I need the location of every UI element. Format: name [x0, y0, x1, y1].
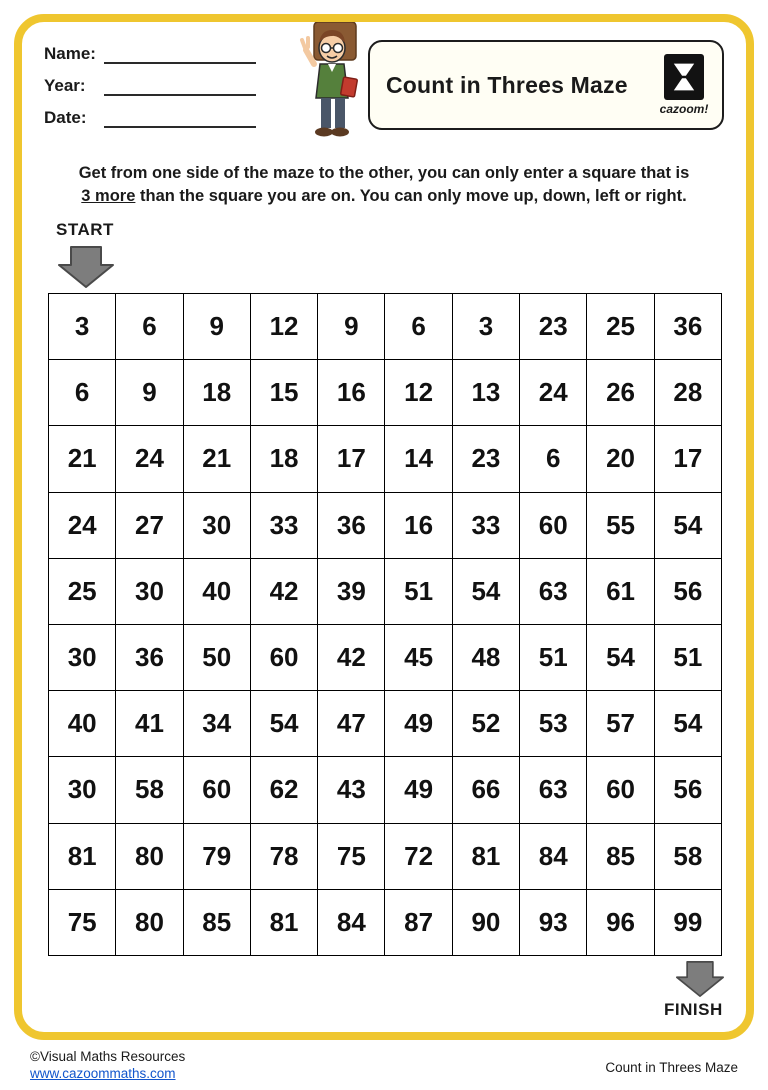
maze-cell: 48 — [452, 624, 519, 690]
page-title: Count in Threes Maze — [386, 71, 628, 98]
maze-cell: 42 — [250, 558, 317, 624]
maze-cell: 16 — [385, 492, 452, 558]
maze-cell: 36 — [318, 492, 385, 558]
maze-cell: 33 — [452, 492, 519, 558]
instructions-line2: than the square you are on. You can only move up, down, left or right. — [135, 187, 687, 205]
maze-cell: 58 — [116, 757, 183, 823]
maze-cell: 51 — [654, 624, 721, 690]
student-info-fields — [44, 44, 256, 140]
year-label: Year: — [44, 76, 86, 95]
maze-cell: 26 — [587, 360, 654, 426]
instructions-underlined: 3 more — [81, 187, 136, 205]
maze-cell: 43 — [318, 757, 385, 823]
maze-cell: 24 — [520, 360, 587, 426]
maze-cell: 84 — [520, 823, 587, 889]
maze-table — [48, 293, 722, 956]
maze-cell: 34 — [183, 691, 250, 757]
maze-cell: 54 — [587, 624, 654, 690]
maze-cell: 47 — [318, 691, 385, 757]
footer-attribution — [30, 1048, 185, 1082]
maze-cell: 60 — [520, 492, 587, 558]
maze-cell: 24 — [49, 492, 116, 558]
maze-cell: 85 — [183, 889, 250, 955]
maze-cell: 52 — [452, 691, 519, 757]
instructions-text — [40, 162, 728, 208]
maze-cell: 36 — [116, 624, 183, 690]
maze-row — [49, 823, 722, 889]
maze-row — [49, 691, 722, 757]
maze-cell: 58 — [654, 823, 721, 889]
maze-cell: 3 — [452, 294, 519, 360]
maze-cell: 40 — [183, 558, 250, 624]
maze-cell: 54 — [654, 492, 721, 558]
maze-cell: 72 — [385, 823, 452, 889]
date-label: Date: — [44, 108, 87, 127]
maze-cell: 14 — [385, 426, 452, 492]
footer-copyright: ©Visual Maths Resources — [30, 1049, 186, 1064]
maze-cell: 60 — [587, 757, 654, 823]
maze-cell: 30 — [49, 624, 116, 690]
maze-cell: 6 — [49, 360, 116, 426]
maze-cell: 15 — [250, 360, 317, 426]
maze-cell: 20 — [587, 426, 654, 492]
maze-cell: 18 — [250, 426, 317, 492]
finish-arrow-icon — [676, 960, 724, 1003]
maze-cell: 51 — [520, 624, 587, 690]
maze-cell: 27 — [116, 492, 183, 558]
maze-cell: 54 — [654, 691, 721, 757]
maze-cell: 90 — [452, 889, 519, 955]
instructions-line1: Get from one side of the maze to the other, you can only enter a square that is — [78, 164, 690, 182]
maze-cell: 6 — [385, 294, 452, 360]
maze-cell: 21 — [49, 426, 116, 492]
maze-cell: 23 — [452, 426, 519, 492]
maze-cell: 49 — [385, 691, 452, 757]
maze-cell: 87 — [385, 889, 452, 955]
maze-cell: 33 — [250, 492, 317, 558]
maze-cell: 80 — [116, 823, 183, 889]
maze-row — [49, 426, 722, 492]
maze-cell: 30 — [49, 757, 116, 823]
maze-row — [49, 294, 722, 360]
maze-row — [49, 360, 722, 426]
maze-cell: 63 — [520, 558, 587, 624]
maze-cell: 12 — [385, 360, 452, 426]
footer-worksheet-name: Count in Threes Maze — [605, 1060, 738, 1075]
maze-cell: 54 — [452, 558, 519, 624]
maze-cell: 3 — [49, 294, 116, 360]
maze-cell: 36 — [654, 294, 721, 360]
maze-cell: 60 — [250, 624, 317, 690]
year-field-row — [44, 76, 256, 96]
maze-cell: 84 — [318, 889, 385, 955]
maze-cell: 56 — [654, 558, 721, 624]
maze-cell: 75 — [49, 889, 116, 955]
maze-cell: 54 — [250, 691, 317, 757]
cazoom-logo-text: cazoom! — [659, 102, 709, 116]
maze-row — [49, 624, 722, 690]
maze-row — [49, 492, 722, 558]
finish-label: FINISH — [664, 1000, 723, 1019]
maze-cell: 30 — [183, 492, 250, 558]
maze-cell: 85 — [587, 823, 654, 889]
maze-cell: 6 — [520, 426, 587, 492]
maze-cell: 25 — [587, 294, 654, 360]
date-field-row — [44, 108, 256, 128]
date-blank-line — [104, 110, 256, 128]
maze-cell: 50 — [183, 624, 250, 690]
maze-cell: 16 — [318, 360, 385, 426]
maze-cell: 12 — [250, 294, 317, 360]
maze-cell: 9 — [318, 294, 385, 360]
footer-website-link[interactable]: www.cazoommaths.com — [30, 1066, 176, 1081]
maze-cell: 56 — [654, 757, 721, 823]
maze-cell: 49 — [385, 757, 452, 823]
name-blank-line — [104, 46, 256, 64]
maze-cell: 13 — [452, 360, 519, 426]
maze-cell: 93 — [520, 889, 587, 955]
maze-cell: 62 — [250, 757, 317, 823]
maze-cell: 30 — [116, 558, 183, 624]
maze-cell: 57 — [587, 691, 654, 757]
name-label: Name: — [44, 44, 96, 63]
maze-cell: 66 — [452, 757, 519, 823]
maze-cell: 79 — [183, 823, 250, 889]
worksheet-title-box — [368, 40, 724, 130]
maze-cell: 18 — [183, 360, 250, 426]
year-blank-line — [104, 78, 256, 96]
teacher-character-illustration — [292, 22, 366, 144]
maze-cell: 28 — [654, 360, 721, 426]
start-arrow-icon — [58, 246, 114, 293]
maze-cell: 99 — [654, 889, 721, 955]
start-label: START — [56, 220, 114, 239]
maze-cell: 24 — [116, 426, 183, 492]
maze-cell: 23 — [520, 294, 587, 360]
maze-cell: 63 — [520, 757, 587, 823]
maze-cell: 17 — [654, 426, 721, 492]
maze-cell: 60 — [183, 757, 250, 823]
teacher-illustration-svg — [292, 22, 366, 144]
cazoom-logo — [658, 54, 710, 116]
maze-grid-body — [49, 294, 722, 956]
maze-cell: 9 — [116, 360, 183, 426]
maze-cell: 55 — [587, 492, 654, 558]
maze-cell: 61 — [587, 558, 654, 624]
maze-row — [49, 757, 722, 823]
maze-cell: 41 — [116, 691, 183, 757]
maze-cell: 45 — [385, 624, 452, 690]
maze-cell: 6 — [116, 294, 183, 360]
maze-cell: 53 — [520, 691, 587, 757]
maze-cell: 81 — [452, 823, 519, 889]
maze-cell: 96 — [587, 889, 654, 955]
maze-cell: 25 — [49, 558, 116, 624]
maze-cell: 81 — [49, 823, 116, 889]
maze-cell: 42 — [318, 624, 385, 690]
maze-cell: 81 — [250, 889, 317, 955]
maze-row — [49, 558, 722, 624]
maze-cell: 75 — [318, 823, 385, 889]
cazoom-logo-icon — [664, 54, 704, 100]
maze-cell: 39 — [318, 558, 385, 624]
maze-cell: 51 — [385, 558, 452, 624]
maze-row — [49, 889, 722, 955]
name-field-row — [44, 44, 256, 64]
maze-grid — [48, 293, 722, 956]
maze-cell: 40 — [49, 691, 116, 757]
maze-cell: 17 — [318, 426, 385, 492]
maze-cell: 21 — [183, 426, 250, 492]
hourglass-icon — [670, 60, 698, 94]
maze-cell: 9 — [183, 294, 250, 360]
maze-cell: 78 — [250, 823, 317, 889]
maze-cell: 80 — [116, 889, 183, 955]
